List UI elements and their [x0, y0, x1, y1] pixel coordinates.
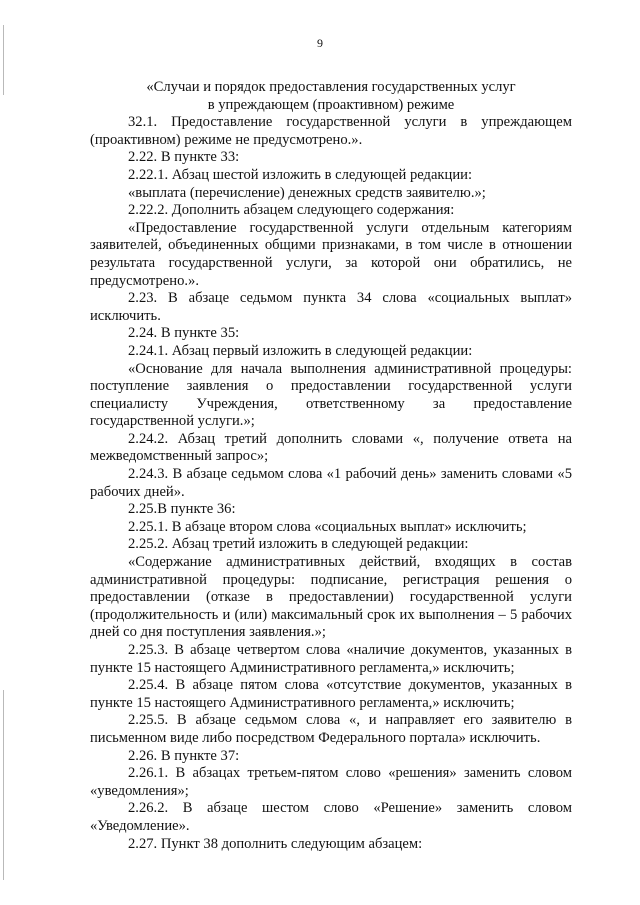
paragraph: 2.25.5. В абзаце седьмом слова «, и направляет его заявителю в письменном виде либо посредством Федерального портала» исключить.: [90, 712, 572, 746]
paragraph: 2.24.1. Абзац первый изложить в следующей редакции:: [128, 342, 473, 359]
page-number: 9: [317, 36, 323, 50]
paragraph: 2.24.3. В абзаце седьмом слова «1 рабочий день» заменить словами «5 рабочих дней».: [90, 466, 572, 500]
paragraph: 2.24.2. Абзац третий дополнить словами «, получение ответа на межведомственный запрос»;: [90, 430, 572, 465]
paragraph: 2.26. В пункте 37:: [128, 747, 240, 764]
scan-edge-mark: [3, 690, 4, 880]
paragraph: 32.1. Предоставление государственной услуги в упреждающем (проактивном) режиме не предусмотрено.».: [90, 114, 572, 148]
paragraph: 2.25.3. В абзаце четвертом слова «наличие документов, указанных в пункте 15 настоящего Административного регламента,» исключить;: [90, 642, 572, 676]
paragraph: 2.25.2. Абзац третий изложить в следующей редакции:: [128, 536, 469, 553]
paragraph: «выплата (перечисление) денежных средств заявителю.»;: [128, 184, 486, 201]
paragraph: 2.23. В абзаце седьмом пункта 34 слова «социальных выплат» исключить.: [90, 290, 572, 324]
paragraph: 2.25.4. В абзаце пятом слова «отсутствие документов, указанных в пункте 15 настоящего Административного регламента,» исключить;: [90, 677, 572, 711]
paragraph: 2.22. В пункте 33:: [128, 149, 240, 166]
paragraph: 2.27. Пункт 38 дополнить следующим абзацем:: [128, 835, 423, 852]
paragraph: 2.25.В пункте 36:: [128, 501, 236, 518]
paragraph: 2.26.1. В абзацах третьем-пятом слово «решения» заменить словом «уведомления»;: [90, 765, 572, 799]
paragraph: «Предоставление государственной услуги отдельным категориям заявителей, объединенных общими признаками, в том числе в отношении результата государственной услуги, за которой они обратились, не предусмотрено.».: [90, 219, 572, 289]
section-title: «Случаи и порядок предоставления государственных услуг в упреждающем (проактивном) режиме: [146, 79, 516, 113]
paragraph: 2.22.1. Абзац шестой изложить в следующей редакции:: [128, 166, 473, 183]
paragraph: 2.25.1. В абзаце втором слова «социальных выплат» исключить;: [128, 518, 527, 535]
paragraph: 2.26.2. В абзаце шестом слово «Решение» заменить словом «Уведомление».: [90, 800, 572, 834]
paragraph: 2.24. В пункте 35:: [128, 325, 240, 342]
paragraph: «Содержание административных действий, входящих в состав административной процедуры: подписание, регистрация решения о предоставлении (отказе в предоставлении) государственной услуги (продолжительность и (или) максимальный срок их выполнения – 5 рабочих дней со дня поступления заявления.»;: [90, 554, 572, 641]
paragraph: 2.22.2. Дополнить абзацем следующего содержания:: [128, 202, 455, 219]
paragraph: «Основание для начала выполнения административной процедуры: поступление заявления о предоставлении государственной услуги специалисту Учреждения, ответственному за предоставление государственной услуги.»;: [90, 360, 572, 430]
document-body: [90, 79, 572, 853]
